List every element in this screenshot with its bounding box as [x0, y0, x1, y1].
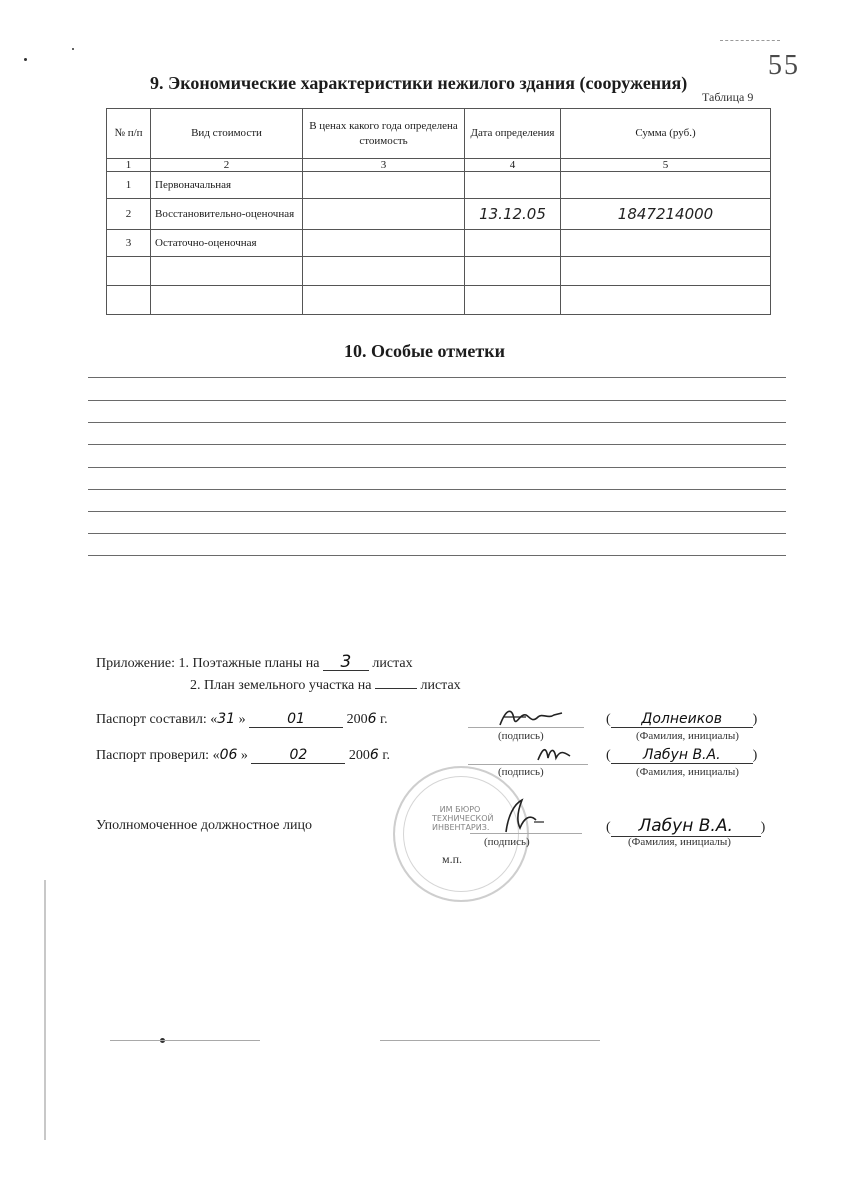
passport-compiled-line [96, 711, 388, 728]
column-number: 4 [465, 159, 561, 172]
appendix-line-2 [190, 676, 461, 694]
table-row [107, 172, 771, 199]
table-caption: Таблица 9 [702, 90, 754, 104]
floor-plans-sheets-value: 3 [323, 655, 369, 671]
header-price-year: В ценах какого года определена стоимость [303, 109, 465, 159]
column-numbers-row [107, 159, 771, 172]
appendix-item2-label: 2. План земельного участка на [190, 678, 372, 693]
notes-line [88, 533, 786, 534]
scan-edge [44, 880, 46, 1140]
row-value-type: Первоначальная [151, 172, 303, 199]
column-number: 1 [107, 159, 151, 172]
stamp-lettering: ИМ БЮРО ТЕХНИЧЕСКОЙ ИНВЕНТАРИЗ. [432, 805, 494, 832]
authorized-name: Лабун В.А. [611, 816, 761, 837]
row-price-year [303, 199, 465, 230]
signature-line [468, 764, 588, 765]
column-number: 5 [561, 159, 771, 172]
row-date [465, 172, 561, 199]
appendix-label: Приложение: 1. Поэтажные планы на [96, 656, 320, 671]
row-date: 13.12.05 [465, 199, 561, 230]
checked-signature [536, 740, 576, 764]
year-suffix: г. [379, 712, 388, 727]
name-caption: (Фамилия, инициалы) [628, 836, 731, 848]
checked-day: 06 [219, 747, 238, 763]
notes-line [88, 400, 786, 401]
authorized-person-label: Уполномоченное должностное лицо [96, 818, 312, 833]
compiled-name: Долнеиков [611, 711, 753, 728]
row-value-type: Остаточно-оценочная [151, 230, 303, 257]
passport-checked-line [96, 747, 390, 764]
quote-close: » [240, 748, 248, 763]
notes-line [88, 555, 786, 556]
column-number: 3 [303, 159, 465, 172]
header-num: № п/п [107, 109, 151, 159]
name-caption: (Фамилия, инициалы) [636, 730, 739, 742]
table-row-empty [107, 286, 771, 315]
notes-line [88, 467, 786, 468]
compiled-label: Паспорт составил: « [96, 712, 218, 727]
table-header-row [107, 109, 771, 159]
checked-year-digit: 6 [369, 747, 379, 763]
row-num: 2 [107, 199, 151, 230]
notes-line [88, 422, 786, 423]
stamp-place-label: м.п. [442, 852, 463, 866]
row-num: 3 [107, 230, 151, 257]
row-sum [561, 172, 771, 199]
compiled-day: 31 [217, 711, 236, 727]
table-row-empty [107, 257, 771, 286]
checked-name-field: ( Лабун В.А. ) [606, 747, 758, 763]
checked-name: Лабун В.А. [611, 747, 753, 764]
row-sum [561, 230, 771, 257]
compiled-signature [496, 705, 568, 731]
sheets-word: листах [372, 656, 413, 671]
row-date [465, 230, 561, 257]
checked-label: Паспорт проверил: « [96, 748, 220, 763]
row-sum: 1847214000 [561, 199, 771, 230]
signature-caption: (подпись) [498, 730, 544, 742]
appendix-line-1 [96, 652, 413, 672]
scan-mark [720, 40, 780, 42]
year-prefix: 200 [346, 712, 368, 727]
row-value-type: Восстановительно-оценочная [151, 199, 303, 230]
land-plan-sheets-blank [375, 676, 417, 689]
notes-line [88, 444, 786, 445]
table-row [107, 199, 771, 230]
header-value-type: Вид стоимости [151, 109, 303, 159]
scan-line [110, 1040, 260, 1041]
notes-line [88, 377, 786, 378]
authorized-signature [496, 796, 546, 836]
quote-close: » [238, 712, 246, 727]
year-prefix: 200 [348, 748, 370, 763]
table-row [107, 230, 771, 257]
sheets-word: листах [420, 678, 461, 693]
row-price-year [303, 230, 465, 257]
column-number: 2 [151, 159, 303, 172]
scan-speck [24, 58, 27, 61]
authorized-name-field: ( Лабун В.А. ) [606, 816, 766, 836]
row-price-year [303, 172, 465, 199]
section-10-title: 10. Особые отметки [344, 341, 505, 361]
compiled-name-field: ( Долнеиков ) [606, 711, 758, 727]
compiled-month: 01 [249, 711, 343, 728]
name-caption: (Фамилия, инициалы) [636, 766, 739, 778]
scan-line [380, 1040, 600, 1041]
economic-characteristics-table [106, 108, 771, 315]
scan-speck [72, 48, 74, 50]
page-number: 55 [768, 50, 800, 81]
compiled-year-digit: 6 [367, 711, 377, 727]
year-suffix: г. [382, 748, 390, 763]
notes-line [88, 489, 786, 490]
row-num: 1 [107, 172, 151, 199]
signature-caption: (подпись) [484, 836, 530, 848]
notes-line [88, 511, 786, 512]
header-sum: Сумма (руб.) [561, 109, 771, 159]
section-9-title: 9. Экономические характеристики нежилого здания (сооружения) [150, 73, 688, 93]
header-date: Дата определения [465, 109, 561, 159]
signature-caption: (подпись) [498, 766, 544, 778]
checked-month: 02 [251, 747, 345, 764]
